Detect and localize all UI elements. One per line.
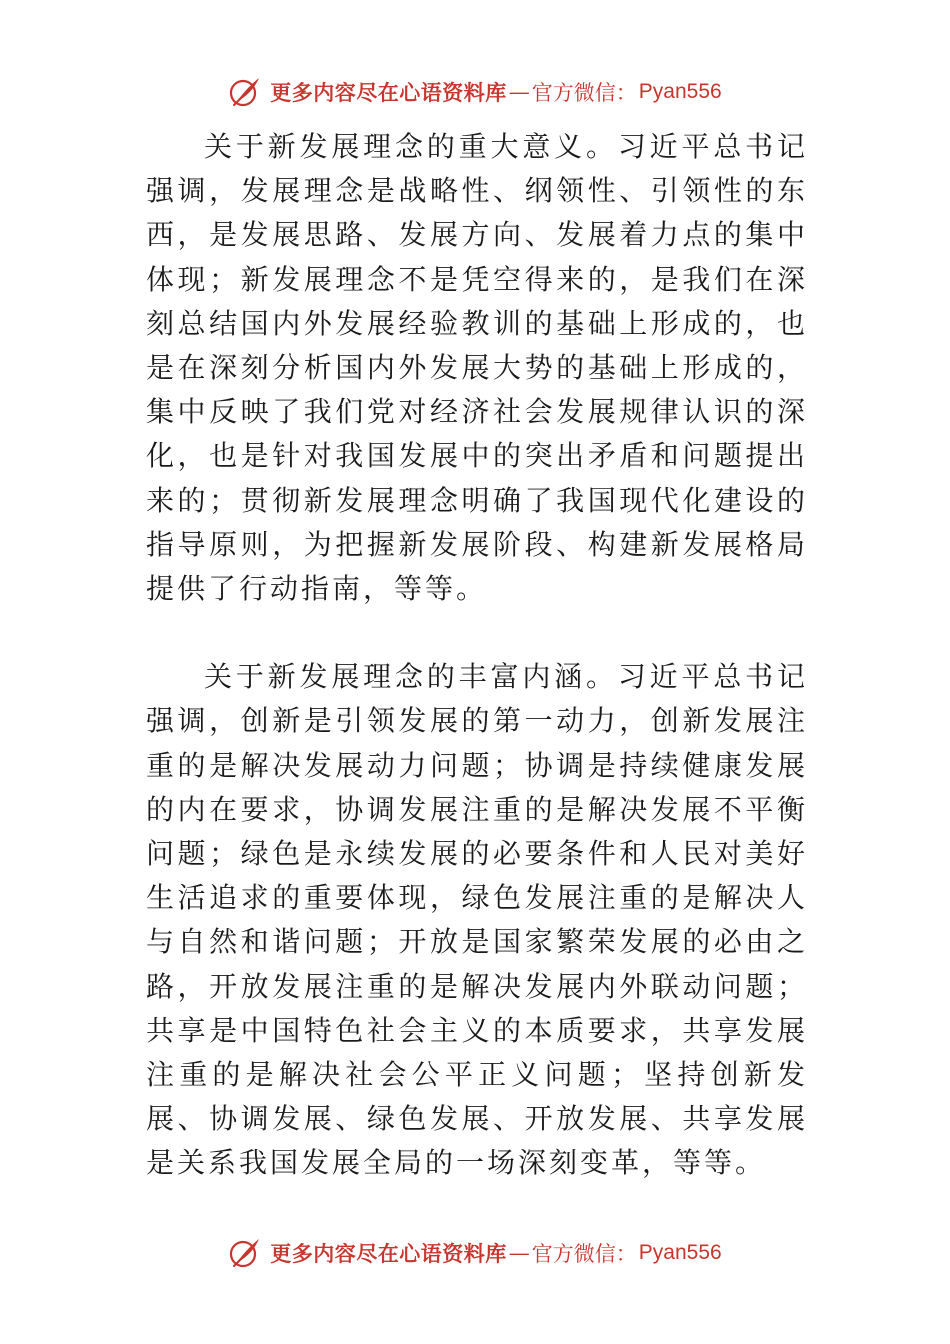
paragraph-significance: 关于新发展理念的重大意义。习近平总书记强调，发展理念是战略性、纲领性、引领性的东西，是发展思路、发展方向、发展着力点的集中体现；新发展理念不是凭空得来的，是我们在深刻总结国内外发展经验教训的基础上形成的，也是在深刻分析国内外发展大势的基础上形成的，集中反映了我们党对经济社会发展规律认识的深化，也是针对我国发展中的突出矛盾和问题提出来的；贯彻新发展理念明确了我国现代化建设的指导原则，为把握新发展阶段、构建新发展格局提供了行动指南，等等。 [146,130,808,606]
watermark-wechat-id: Pyan556 [638,80,722,103]
watermark-title: 更多内容尽在心语资料库 [270,80,507,105]
watermark-wechat-id: Pyan556 [638,1241,722,1264]
watermark-dash: — [508,1241,530,1265]
watermark-wechat-label: 官方微信： [531,1242,637,1266]
quill-pen-logo-icon [228,1236,262,1270]
watermark-wechat-label: 官方微信： [531,81,637,105]
paragraph-connotation: 关于新发展理念的丰富内涵。习近平总书记强调，创新是引领发展的第一动力，创新发展注重的是解决发展动力问题；协调是持续健康发展的内在要求，协调发展注重的是解决发展不平衡问题；绿色是永续发展的必要条件和人民对美好生活追求的重要体现，绿色发展注重的是解决人与自然和谐问题；开放是国家繁荣发展的必由之路，开放发展注重的是解决发展内外联动问题；共享是中国特色社会主义的本质要求，共享发展注重的是解决社会公平正义问题；坚持创新发展、协调发展、绿色发展、开放发展、共享发展是关系我国发展全局的一场深刻变革，等等。 [146,660,808,1180]
footer-watermark [0,1233,950,1273]
header-watermark [0,72,950,112]
watermark-title: 更多内容尽在心语资料库 [270,1241,507,1266]
document-body [146,125,808,1186]
watermark-dash: — [508,80,530,104]
quill-pen-logo-icon [228,75,262,109]
